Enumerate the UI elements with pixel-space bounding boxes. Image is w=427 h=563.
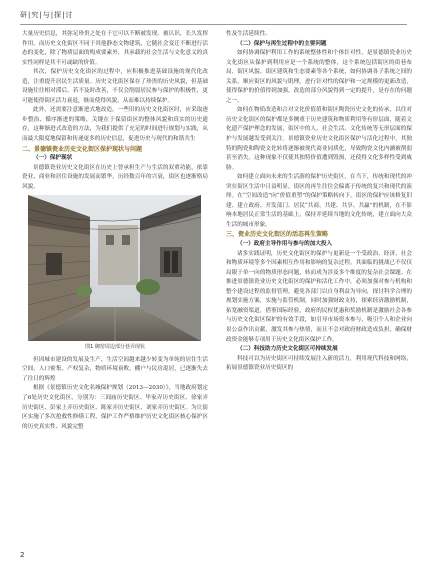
left-column	[22, 30, 208, 432]
paragraph: 性及生活延续性。	[226, 31, 271, 37]
header-rule	[20, 24, 407, 25]
subsection-heading: （一）保护现状	[33, 155, 73, 162]
subsection-heading: （二）保护与再生过程中的主要问题	[237, 40, 327, 47]
paragraph: 如何协调保护利用工作的系统整体性和个体针对性，是景德镇瓷业历史文化街区从保护到利用应是一个系统的整体，这个系统包括街区的街巷布局、街区风貌、街区建筑和生态要素等各个系统，如何协调各子系统之间的关系，顺应街区的风貌与肌理，进行针对性的保护和一定规模的更新改造，使得保护的价值得到加强，改造的部分风貌得到一定的提升，是存在的问题之一。	[226, 50, 412, 104]
alley-photo	[28, 195, 201, 341]
right-column	[226, 30, 412, 374]
paragraph: 如何在物质改造和合对文化价值值和街区陶瓷历史文化的传承，以往对历史文化街区的保护都是多侧重于历史建筑和物质利用等有形层面，随着文化遗产保护理念的发展，街区中的人、社会生活、文化传统等无形层面的保护与发展越发受到关注。景德镇瓷业历史文化街区保护与活化过程中，其独特的陶瓷和陶瓷文化转将逐渐被现代商业同质化，导致陶瓷文化内涵被削弱甚至消失。这种现象不仅使其独特价值遭到毁损，还使得文化多样性受到威胁。	[226, 107, 412, 171]
paragraph: 大量历史信息，其弥足珍贵之处在于它可以不断被发现、被认识，长久发挥作用。而历史文化街区不同于其他静态文物建筑，它随社会变迁不断进行活态的变化，除了物质层面的构成要素外，其承载的社会生活与文化意义的真实性同样是其不可或缺的价值。	[22, 31, 208, 66]
figure-caption: 图1 御窑周边部分巷弄现状	[85, 344, 145, 351]
subsection-heading: （一）政府主导作用与参与的加大投入	[237, 241, 333, 248]
subsection-heading: （二）科技助力历史文化街区可持续发展	[237, 346, 338, 353]
paragraph: 如何建立面向未来的生活游的保护历史街区，在当下，传统和现代的冲突在街区生活中日益明显，街区的再生往往会偏离于传统的复兴和现代的演绎。在“空间改造”向“价值重塑”的保护策略转向下，街区的保护应该修复旧建、建立政府、开发部门、居民“共商、共建、共享、共赢”的机制，在不影响本地居民正常生活的基础上，保持并延续当地的文化传统，建立面向大众生活的城市形象。	[226, 174, 412, 228]
journal-header: 研|究|与|探|讨	[20, 11, 74, 19]
paragraph: 此外，还需要注意渐进式地改造。一些旧的历史文化街区时，应采取逐步整治、循序渐进的策略，关键在于保留街区的整体风貌和真实的历史遗存，这种渐进式改造的方法，为我们提供了充足的时间进行规划与实践，从而最大限度地保留和传递更多的历史信息，促进历史与现代的和谐共生	[22, 107, 208, 143]
paragraph: 诸多实践证明，历史文化街区的保护与更新是一个受政治、经济、社会和物质环境等多个因素相互作用和影响的复杂过程。其面临的挑战已不仅仅局限于单一向的物质形态问题，转而成为涉及多个维度的复杂社会课题。在推进景德镇瓷业历史文化街区的保护和活化工作中，必须加强对参与机构和整个建设过程的监督管理，避免各部门以自身利益为导向，探讨科学合理的规划实施方案，实施与监管机制，同时加强财政支持，探索经济激励机制，拓宽融资渠道，借鉴国际经验，政府的民权优惠和奖励机制是激励社会各参与历史文化街区保护的有效手段，如引导市场资本参与，吸引个人和企业向景公益作出贡献，激发其参与热情，而且不会对政府财政造成负担，确保财政资金能够专项用于历史文化街区保护工作。	[226, 250, 412, 343]
paragraph: 但因城市建设的发展及生产、生活空间越来越少转变为单纯的居住生活空间，人口密集，产权复杂，物质环境衰败，棚户与民房混居，已逐渐失去了往日的辉煌	[22, 356, 208, 382]
paragraph: 科技可以为历史街区可持续发展注入新的活力，利用现代科技和网络，拓展景德镇瓷业历史街区的	[226, 355, 412, 372]
alley-photo-graphic	[28, 195, 201, 341]
section-heading: 二、景德镇瓷业历史文化街区保护现状与问题	[22, 145, 143, 153]
paragraph: 根据《景德镇历史文化名城保护规划（2013—2030）》，当地政府划定了6处历史文化街区，分别为：三闾庙历史街区、毕家弄历史街区、徐家弄历史街区、彭家上弄历史街区、陈家弄历史街区、刘家弄历史街区。为让街区实施了多次抢救性修缮工程，保护工作严格维护历史文化街区核心保护区的历史真实性、风貌完整	[22, 385, 208, 430]
paragraph: 景德镇瓷业历史文化街区在历史上曾承担生产与生活的双重功能，依靠瓷业、商业和居住设施的发展而繁华，历经数百年的兴衰，街区也逐渐格局风貌。	[22, 164, 208, 190]
page-number: 2	[20, 551, 25, 559]
paragraph: 其次，保护历史文化街区的过程中，应积极推进基础设施的现代化改造，注重提升居民生活质量。历史文化街区保存了珍贵的历史风貌，但基础设施往往相对滞后，若不及时改善，不仅会削弱居民参与保护的积极性，更可能使得街区活力衰退，继而使得风貌，从而难以持续保护。	[22, 69, 208, 104]
section-heading: 三、瓷业历史文化街区的活态再生策略	[226, 231, 329, 239]
